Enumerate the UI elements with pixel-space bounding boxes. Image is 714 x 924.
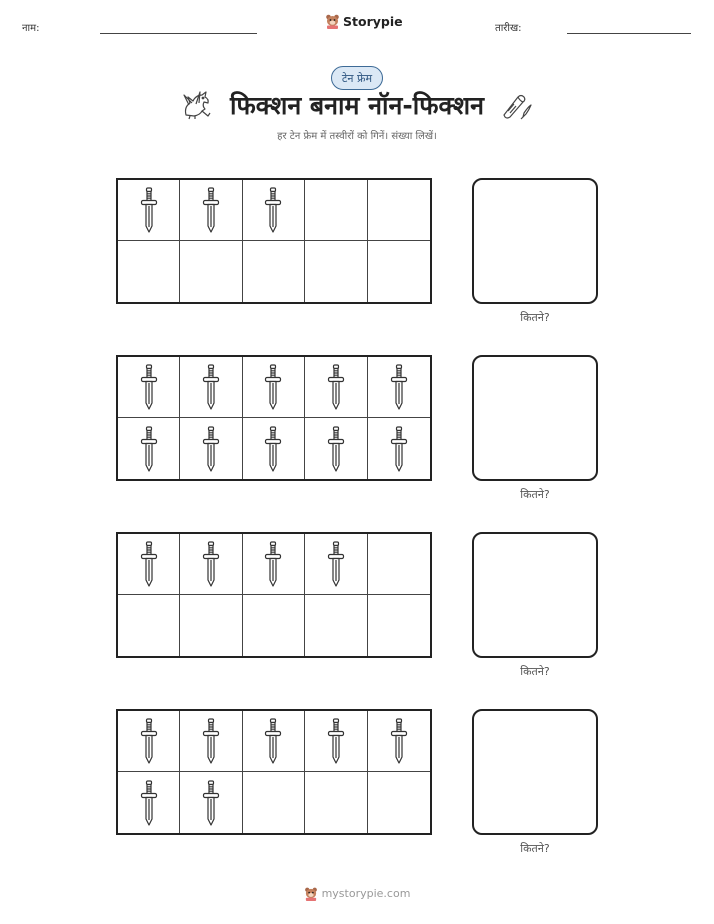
frame-cell	[243, 595, 305, 656]
page-title: फिक्शन बनाम नॉन-फिक्शन	[230, 91, 484, 120]
bear-mascot-icon	[304, 886, 318, 901]
answer-box[interactable]	[472, 709, 598, 835]
sword-icon	[140, 426, 158, 472]
sword-icon	[264, 718, 282, 764]
answer-label: कितने?	[520, 842, 550, 855]
sword-icon	[390, 426, 408, 472]
frame-cell	[118, 595, 180, 656]
title-row	[0, 88, 714, 122]
footer	[0, 886, 714, 901]
instructions: हर टेन फ्रेम में तस्वीरों को गिनें। संख्या लिखें।	[277, 131, 437, 142]
frame-cell	[180, 180, 242, 241]
bear-mascot-icon	[325, 13, 340, 29]
answer-box[interactable]	[472, 178, 598, 304]
frame-cell	[305, 180, 367, 241]
ten-frame	[116, 355, 432, 481]
frame-cell	[180, 772, 242, 833]
frame-cell	[368, 534, 430, 595]
frame-cell	[118, 711, 180, 772]
sword-icon	[202, 426, 220, 472]
footer-url: mystorypie.com	[321, 887, 411, 900]
sword-icon	[202, 718, 220, 764]
sword-icon	[327, 718, 345, 764]
frame-cell	[180, 357, 242, 418]
frame-cell	[243, 534, 305, 595]
frame-cell	[368, 418, 430, 479]
sword-icon	[202, 187, 220, 233]
frame-cell	[180, 241, 242, 302]
sword-icon	[390, 718, 408, 764]
frame-cell	[305, 772, 367, 833]
scroll-quill-icon	[500, 89, 534, 121]
ten-frame	[116, 532, 432, 658]
frame-cell	[118, 418, 180, 479]
sword-icon	[264, 364, 282, 410]
frame-cell	[180, 595, 242, 656]
name-line[interactable]	[100, 33, 257, 34]
sword-icon	[327, 364, 345, 410]
sword-icon	[140, 364, 158, 410]
frame-cell	[305, 357, 367, 418]
frame-cell	[305, 711, 367, 772]
answer-label: कितने?	[520, 488, 550, 501]
sword-icon	[264, 426, 282, 472]
frame-cell	[368, 711, 430, 772]
sword-icon	[140, 187, 158, 233]
frame-cell	[118, 772, 180, 833]
sword-icon	[327, 426, 345, 472]
date-label: तारीख:	[495, 23, 522, 34]
ten-frame	[116, 709, 432, 835]
frame-cell	[243, 711, 305, 772]
frame-cell	[118, 241, 180, 302]
frame-cell	[305, 418, 367, 479]
sword-icon	[264, 187, 282, 233]
frame-cell	[118, 357, 180, 418]
frame-cell	[243, 241, 305, 302]
frame-cell	[368, 241, 430, 302]
brand-name: Storypie	[343, 13, 403, 29]
answer-label: कितने?	[520, 665, 550, 678]
sword-icon	[140, 718, 158, 764]
frame-cell	[368, 595, 430, 656]
name-label: नाम:	[22, 23, 40, 34]
sword-icon	[202, 780, 220, 826]
frame-cell	[180, 418, 242, 479]
frame-cell	[243, 180, 305, 241]
brand-logo	[325, 13, 403, 29]
sword-icon	[140, 541, 158, 587]
frame-cell	[180, 711, 242, 772]
answer-label: कितने?	[520, 311, 550, 324]
frame-cell	[368, 180, 430, 241]
frame-cell	[118, 534, 180, 595]
dragon-icon	[180, 89, 214, 121]
sword-icon	[202, 364, 220, 410]
frame-cell	[305, 241, 367, 302]
sword-icon	[202, 541, 220, 587]
answer-box[interactable]	[472, 355, 598, 481]
frame-cell	[118, 180, 180, 241]
ten-frame	[116, 178, 432, 304]
sword-icon	[264, 541, 282, 587]
sword-icon	[327, 541, 345, 587]
frame-cell	[243, 418, 305, 479]
frame-cell	[368, 357, 430, 418]
frame-cell	[305, 534, 367, 595]
frame-cell	[243, 357, 305, 418]
frame-cell	[243, 772, 305, 833]
frame-cell	[305, 595, 367, 656]
date-line[interactable]	[567, 33, 691, 34]
answer-box[interactable]	[472, 532, 598, 658]
frame-cell	[180, 534, 242, 595]
sword-icon	[390, 364, 408, 410]
ten-frame-badge: टेन फ्रेम	[331, 66, 383, 90]
frame-cell	[368, 772, 430, 833]
sword-icon	[140, 780, 158, 826]
